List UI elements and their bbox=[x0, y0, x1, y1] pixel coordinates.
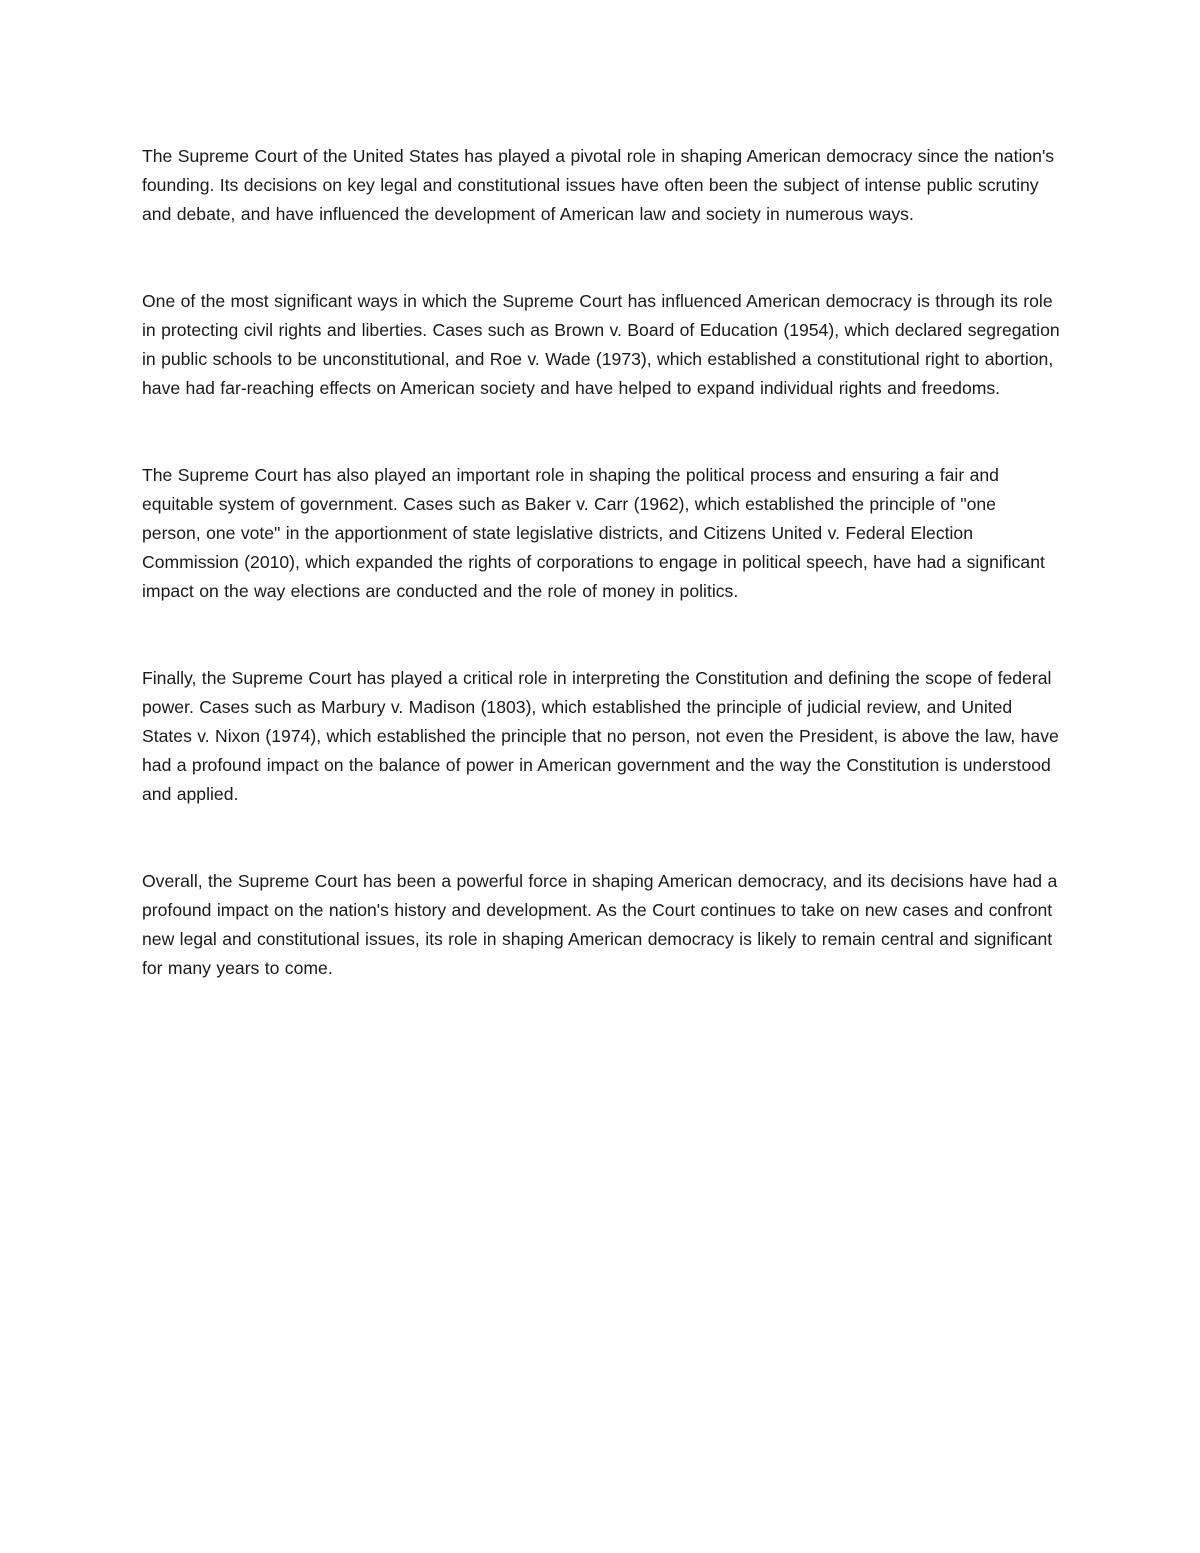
document-body bbox=[142, 142, 1060, 983]
paragraph-civil-rights: One of the most significant ways in which the Supreme Court has influenced American democracy is through its role in protecting civil rights and liberties. Cases such as Brown v. Board of Education (1954), which declared segregation in public schools to be unconstitutional, and Roe v. Wade (1973), which established a constitutional right to abortion, have had far-reaching effects on American society and have helped to expand individual rights and freedoms. bbox=[142, 291, 1060, 398]
paragraph-political-process: The Supreme Court has also played an important role in shaping the political process and ensuring a fair and equitable system of government. Cases such as Baker v. Carr (1962), which established the principle of "one person, one vote" in the apportionment of state legislative districts, and Citizens United v. Federal Election Commission (2010), which expanded the rights of corporations to engage in political speech, have had a significant impact on the way elections are conducted and the role of money in politics. bbox=[142, 465, 1045, 601]
paragraph-conclusion: Overall, the Supreme Court has been a powerful force in shaping American democracy, and its decisions have had a profound impact on the nation's history and development. As the Court continues to take on new cases and confront new legal and constitutional issues, its role in shaping American democracy is likely to remain central and significant for many years to come. bbox=[142, 871, 1058, 978]
paragraph-federal-power: Finally, the Supreme Court has played a critical role in interpreting the Constitution and defining the scope of federal power. Cases such as Marbury v. Madison (1803), which established the principle of judicial review, and United States v. Nixon (1974), which established the principle that no person, not even the President, is above the law, have had a profound impact on the balance of power in American government and the way the Constitution is understood and applied. bbox=[142, 668, 1059, 804]
paragraph-intro: The Supreme Court of the United States has played a pivotal role in shaping American democracy since the nation's founding. Its decisions on key legal and constitutional issues have often been the subject of intense public scrutiny and debate, and have influenced the development of American law and society in numerous ways. bbox=[142, 146, 1055, 224]
